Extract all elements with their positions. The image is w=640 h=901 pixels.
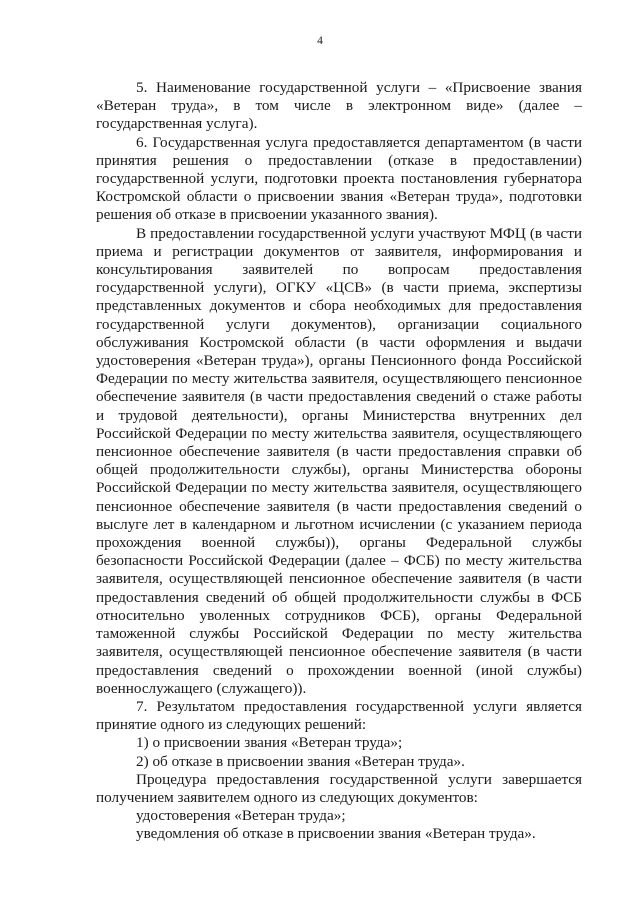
- list-item-document-2: уведомления об отказе в присвоении звания «Ветеран труда».: [136, 825, 536, 843]
- page-number: 4: [317, 35, 323, 47]
- list-item-decision-1: 1) о присвоении звания «Ветеран труда»;: [136, 734, 403, 752]
- paragraph-participants: В предоставлении государственной услуги участвуют МФЦ (в части приема и регистрации документов от заявителя, информирования и консультирования заявителей по вопросам предоставления государственной услуги), ОГКУ «ЦСВ» (в части приема, экспертизы представленных документов и сбора необходимых для предоставления государственной услуги документов), организации социального обслуживания Костромской области (в части оформления и выдачи удостоверения «Ветеран труда»), органы Пенсионного фонда Российской Федерации по месту жительства заявителя, осуществляющего пенсионное обеспечение заявителя (в части предоставления сведений о стаже работы и трудовой деятельности), органы Министерства внутренних дел Российской Федерации по месту жительства заявителя, осуществляющего пенсионное обеспечение заявителя (в части предоставления справки об общей продолжительности службы), органы Министерства обороны Российской Федерации по месту жительства заявителя, осуществляющего пенсионное обеспечение заявителя (в части предоставления сведений о выслуге лет в календарном и льготном исчислении (с указанием периода прохождения военной службы)), органы Федеральной службы безопасности Российской Федерации (далее – ФСБ) по месту жительства заявителя, осуществляющей пенсионное обеспечение заявителя (в части предоставления сведений об общей продолжительности службы в ФСБ относительно уволенных сотрудников ФСБ), органы Федеральной таможенной службы Российской Федерации по месту жительства заявителя, осуществляющей пенсионное обеспечение заявителя (в части предоставления сведений о прохождении военной (иной службы) военнослужащего (служащего)).: [96, 224, 582, 697]
- list-item-decision-2: 2) об отказе в присвоении звания «Ветеран труда».: [136, 752, 465, 770]
- list-item-document-1: удостоверения «Ветеран труда»;: [136, 807, 346, 825]
- paragraph-service-name: 5. Наименование государственной услуги – «Присвоение звания «Ветеран труда», в том числе в электронном виде» (далее – государственная услуга).: [96, 79, 582, 133]
- paragraph-service-provider: 6. Государственная услуга предоставляется департаментом (в части принятия решения о предоставлении (отказе в предоставлении) государственной услуги, подготовки проекта постановления губернатора Костромской области о присвоении звания «Ветеран труда», подготовки решения об отказе в присвоении указанного звания).: [96, 133, 582, 224]
- document-body: [96, 79, 582, 844]
- paragraph-procedure-end: Процедура предоставления государственной услуги завершается получением заявителем одного из следующих документов:: [96, 770, 582, 806]
- paragraph-result: 7. Результатом предоставления государственной услуги является принятие одного из следующих решений:: [96, 697, 582, 734]
